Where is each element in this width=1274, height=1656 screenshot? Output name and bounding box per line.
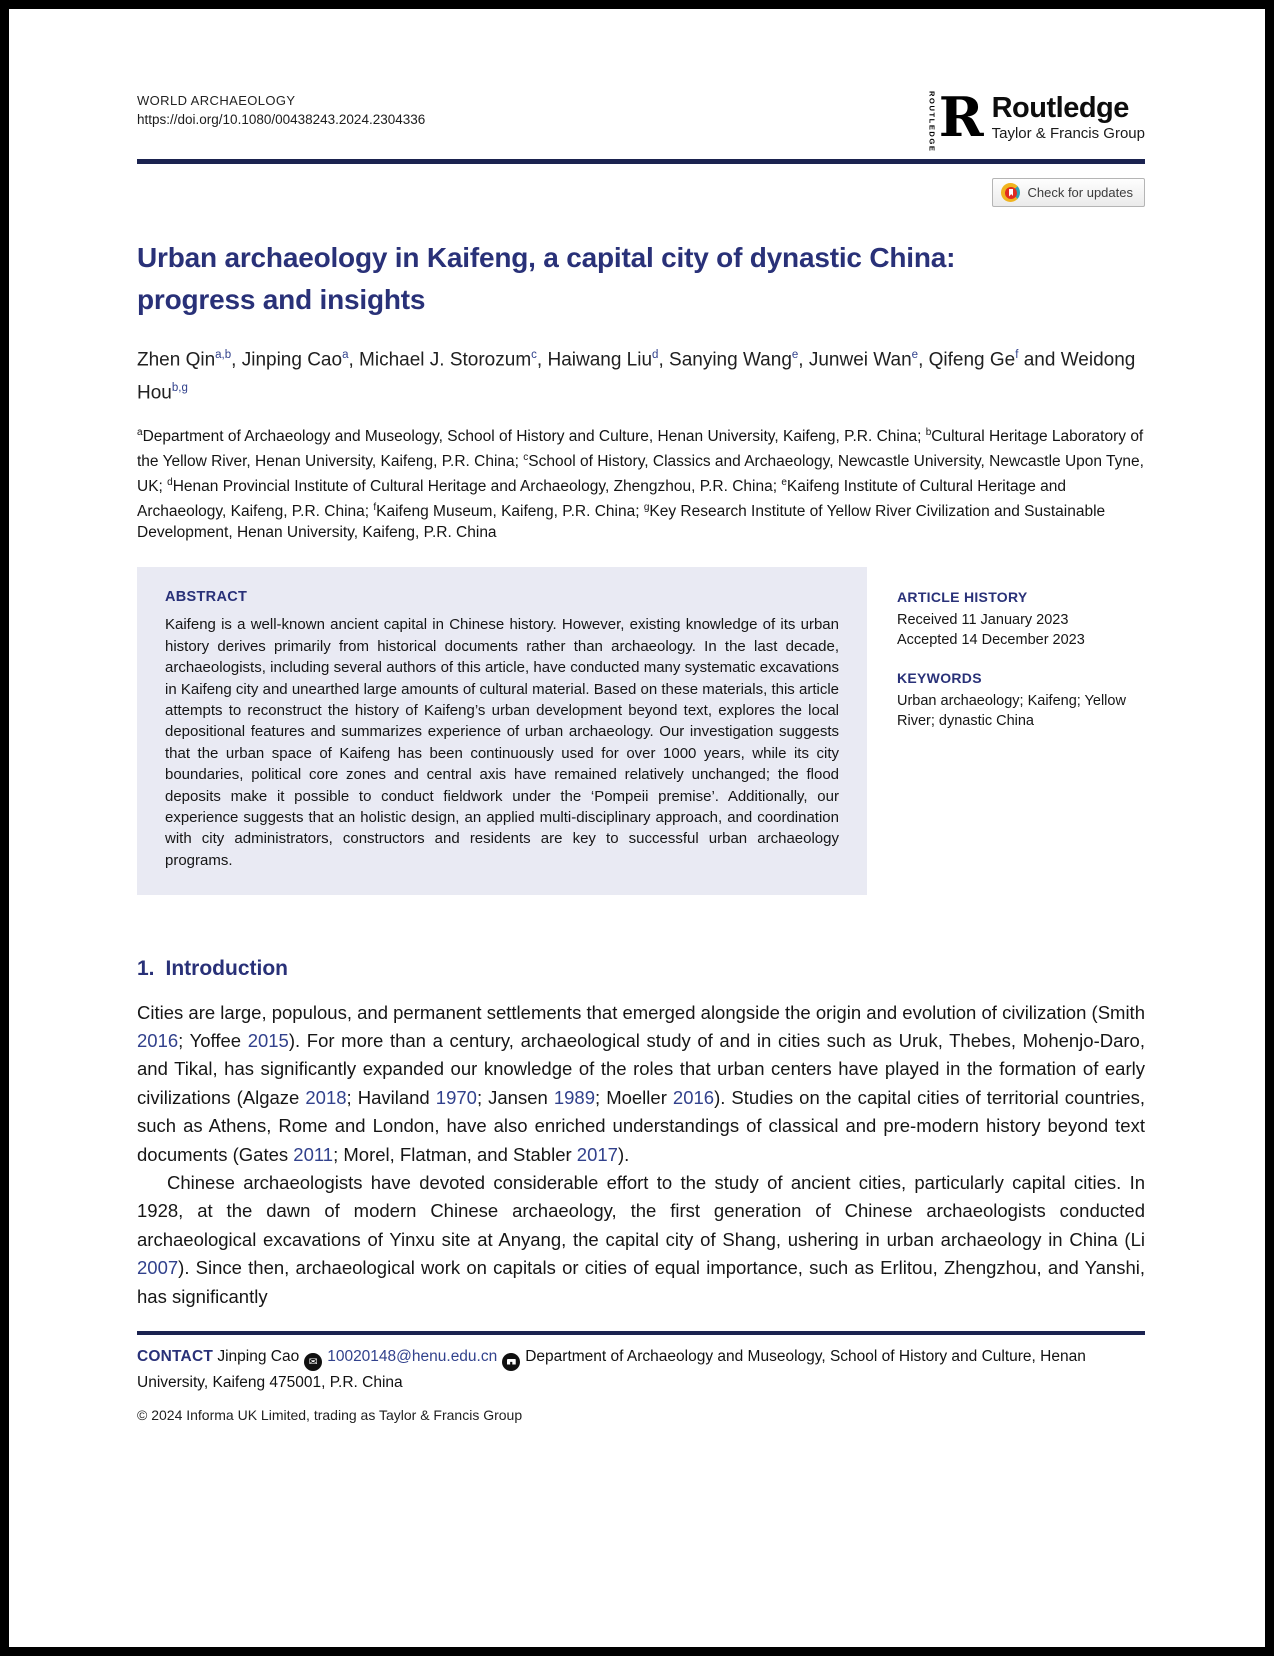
paragraph-text: ). Studies on the capital cities of territorial countries, such as Athens, Rome and London, have also enriched understandings of classical and pre-modern history beyond text documents (Gates (137, 1086, 1145, 1165)
author-name: Zhen Qin (137, 349, 216, 371)
author-affiliation-sup: f (1015, 349, 1019, 361)
footer-divider (137, 1331, 1145, 1335)
author-affiliation-sup: a,b (215, 349, 232, 361)
accepted-date: Accepted 14 December 2023 (897, 632, 1085, 649)
abstract-text: Kaifeng is a well-known ancient capital in Chinese history. However, existing knowledge of its urban history derives primarily from historical documents rather than archaeology. In the last decade, archaeologists, including several authors of this article, have conducted many systematic excavations in Kaifeng city and unearthed large amounts of cultural material. Based on these materials, this article attempts to reconstruct the history of Kaifeng’s urban development beyond text, explores the local depositional features and summarizes experience of urban archaeology. Our investigation suggests that the urban space of Kaifeng has been continuously used for over 1000 years, while its city boundaries, political core zones and central axis have remained relatively unchanged; the flood deposits make it possible to conduct fieldwork under the ‘Pompeii premise’. Additionally, our experience suggests that an holistic design, an applied multi-disciplinary approach, and coordination with city administrators, constructors and residents are key to successful urban archaeology programs. (165, 616, 839, 869)
author-affiliation-sup: d (652, 349, 659, 361)
crossmark-icon (1001, 183, 1020, 202)
affiliation-text: Kaifeng Museum, Kaifeng, P.R. China; (376, 503, 644, 521)
affiliation-sup: b (925, 426, 932, 438)
routledge-r-icon: R (938, 85, 984, 149)
author-name: Haiwang Liu (547, 349, 653, 371)
copyright-text: © 2024 Informa UK Limited, trading as Taylor & Francis Group (137, 1407, 523, 1424)
abstract-label: ABSTRACT (165, 589, 248, 606)
affiliations (137, 422, 1145, 544)
author-name: Michael J. Storozum (359, 349, 532, 371)
paragraph-text: ). Since then, archaeological work on capitals or cities of equal importance, such as Erlitou, Zhengzhou, and Yanshi, has significantly (137, 1257, 1145, 1307)
paragraph-text: ; Yoffee (178, 1029, 248, 1051)
intro-paragraph-1 (137, 999, 1145, 1169)
publisher-tagline: Taylor & Francis Group (991, 125, 1145, 142)
author-affiliation-sup: e (791, 349, 799, 361)
author-name: Sanying Wang (669, 349, 792, 371)
address-icon (502, 1353, 520, 1371)
paragraph-text: Chinese archaeologists have devoted considerable effort to the study of ancient cities, particularly capital cities. In 1928, at the dawn of modern Chinese archaeology, the first generation of Chinese archaeologists conducted archaeological excavations of Yinxu site at Anyang, the capital city of Shang, ushering in urban archaeology in China (Li (137, 1172, 1145, 1250)
citation-year-link[interactable]: 2007 (137, 1257, 179, 1279)
citation-year-link[interactable]: 2018 (305, 1086, 347, 1108)
received-date: Received 11 January 2023 (897, 612, 1069, 629)
contact-label: CONTACT (137, 1347, 214, 1365)
citation-year-link[interactable]: 1989 (553, 1086, 595, 1108)
journal-info (137, 93, 425, 127)
citation-year-link[interactable]: 2016 (137, 1029, 179, 1051)
publisher-name: Routledge (991, 92, 1129, 124)
routledge-vertical-text: ROUTLEDGE (927, 91, 937, 153)
affiliation-sup: f (373, 502, 377, 514)
authors-line: Zhen Qin$^{a,b}$, Jinping Cao$^a$, Michael J. Storozum$^c$, Haiwang Liu$^d$, Sanying Wang$^e$, Junwei Wan$^e$, Qifeng Ge$^f$ and Weidong Hou$^{b,g}$ (137, 349, 1136, 404)
author-affiliation-sup: e (911, 349, 919, 361)
article-title-line2: progress and insights (137, 284, 426, 315)
affiliation-text: Cultural Heritage Laboratory of the Yellow River, Henan University, Kaifeng, P.R. China; (137, 427, 1144, 470)
doi-link[interactable]: https://doi.org/10.1080/00438243.2024.2304336 (137, 112, 426, 127)
section-title: Introduction (165, 957, 288, 981)
author-name: Junwei Wan (808, 349, 912, 371)
section-number: 1. (137, 957, 155, 981)
author-name: Jinping Cao (241, 349, 343, 371)
citation-year-link[interactable]: 2015 (247, 1029, 289, 1051)
abstract-section (137, 567, 867, 895)
affiliation-sup: c (523, 451, 529, 463)
contact-block (137, 1345, 1145, 1395)
author-name: Qifeng Ge (928, 349, 1016, 371)
check-for-updates-button[interactable] (992, 178, 1145, 207)
citation-year-link[interactable]: 2017 (576, 1143, 618, 1165)
paragraph-text: ; Jansen (476, 1086, 554, 1108)
email-icon: ✉ (304, 1353, 322, 1371)
citation-year-link[interactable]: 2016 (672, 1086, 715, 1108)
affiliation-text: Department of Archaeology and Museology, School of History and Culture, Henan University, Kaifeng, P.R. China; (142, 427, 926, 445)
check-for-updates-label: Check for updates (1027, 185, 1133, 200)
affiliation-text: Kaifeng Institute of Cultural Heritage and Archaeology, Kaifeng, P.R. China; (137, 478, 1067, 521)
paragraph-text: ; Morel, Flatman, and Stabler (333, 1143, 577, 1165)
email-link[interactable]: 10020148@henu.edu.cn (327, 1347, 498, 1365)
citation-year-link[interactable]: 1970 (435, 1086, 477, 1108)
routledge-logo (927, 85, 1145, 153)
author-name: Weidong Hou (137, 349, 1136, 404)
journal-title: WORLD ARCHAEOLOGY (137, 93, 296, 108)
article-title-line1: Urban archaeology in Kaifeng, a capital city of dynastic China: (137, 242, 956, 273)
citation-year-link[interactable]: 2011 (293, 1143, 334, 1165)
affiliation-sup: d (167, 476, 173, 488)
affiliation-sup: a (137, 426, 143, 438)
affiliation-sup: e (781, 476, 787, 488)
affiliation-text: Key Research Institute of Yellow River Civilization and Sustainable Development, Henan University, Kaifeng, P.R. China (137, 503, 1106, 542)
paragraph-text: Cities are large, populous, and permanent settlements that emerged alongside the origin and evolution of civilization (Smith (137, 1001, 1145, 1023)
intro-paragraph-2 (137, 1169, 1145, 1311)
contact-name: Jinping Cao (217, 1347, 300, 1365)
author-affiliation-sup: a (342, 349, 349, 361)
author-affiliation-sup: c (531, 349, 537, 361)
affiliation-text: Henan Provincial Institute of Cultural Heritage and Archaeology, Zhengzhou, P.R. China; (172, 478, 782, 496)
paragraph-text: ; Haviland (346, 1086, 436, 1108)
paragraph-text: ). For more than a century, archaeological study of and in cities such as Uruk, Thebes, Mohenjo-Daro, and Tikal, has significantly expanded our knowledge of the roles that urban centers have played in the formation of early civilizations (Algaze (137, 1029, 1145, 1108)
header-divider (137, 159, 1145, 164)
affiliation-text: School of History, Classics and Archaeology, Newcastle University, Newcastle Upon Tyne, UK; (137, 452, 1144, 496)
page-header (137, 85, 1145, 153)
author-affiliation-sup: b,g (171, 382, 188, 395)
article-title (137, 237, 1145, 321)
contact-address: Department of Archaeology and Museology, School of History and Culture, Henan University, Kaifeng 475001, P.R. China (137, 1347, 1086, 1392)
keywords-text: Urban archaeology; Kaifeng; Yellow River; dynastic China (897, 693, 1126, 730)
affiliation-sup: g (643, 502, 650, 514)
paragraph-text: ). (617, 1143, 630, 1165)
article-history-label: ARTICLE HISTORY (897, 589, 1028, 606)
keywords-label: KEYWORDS (897, 670, 982, 687)
paragraph-text: ; Moeller (595, 1086, 673, 1108)
article-meta-column (897, 567, 1144, 895)
section-heading-introduction (137, 957, 1145, 981)
